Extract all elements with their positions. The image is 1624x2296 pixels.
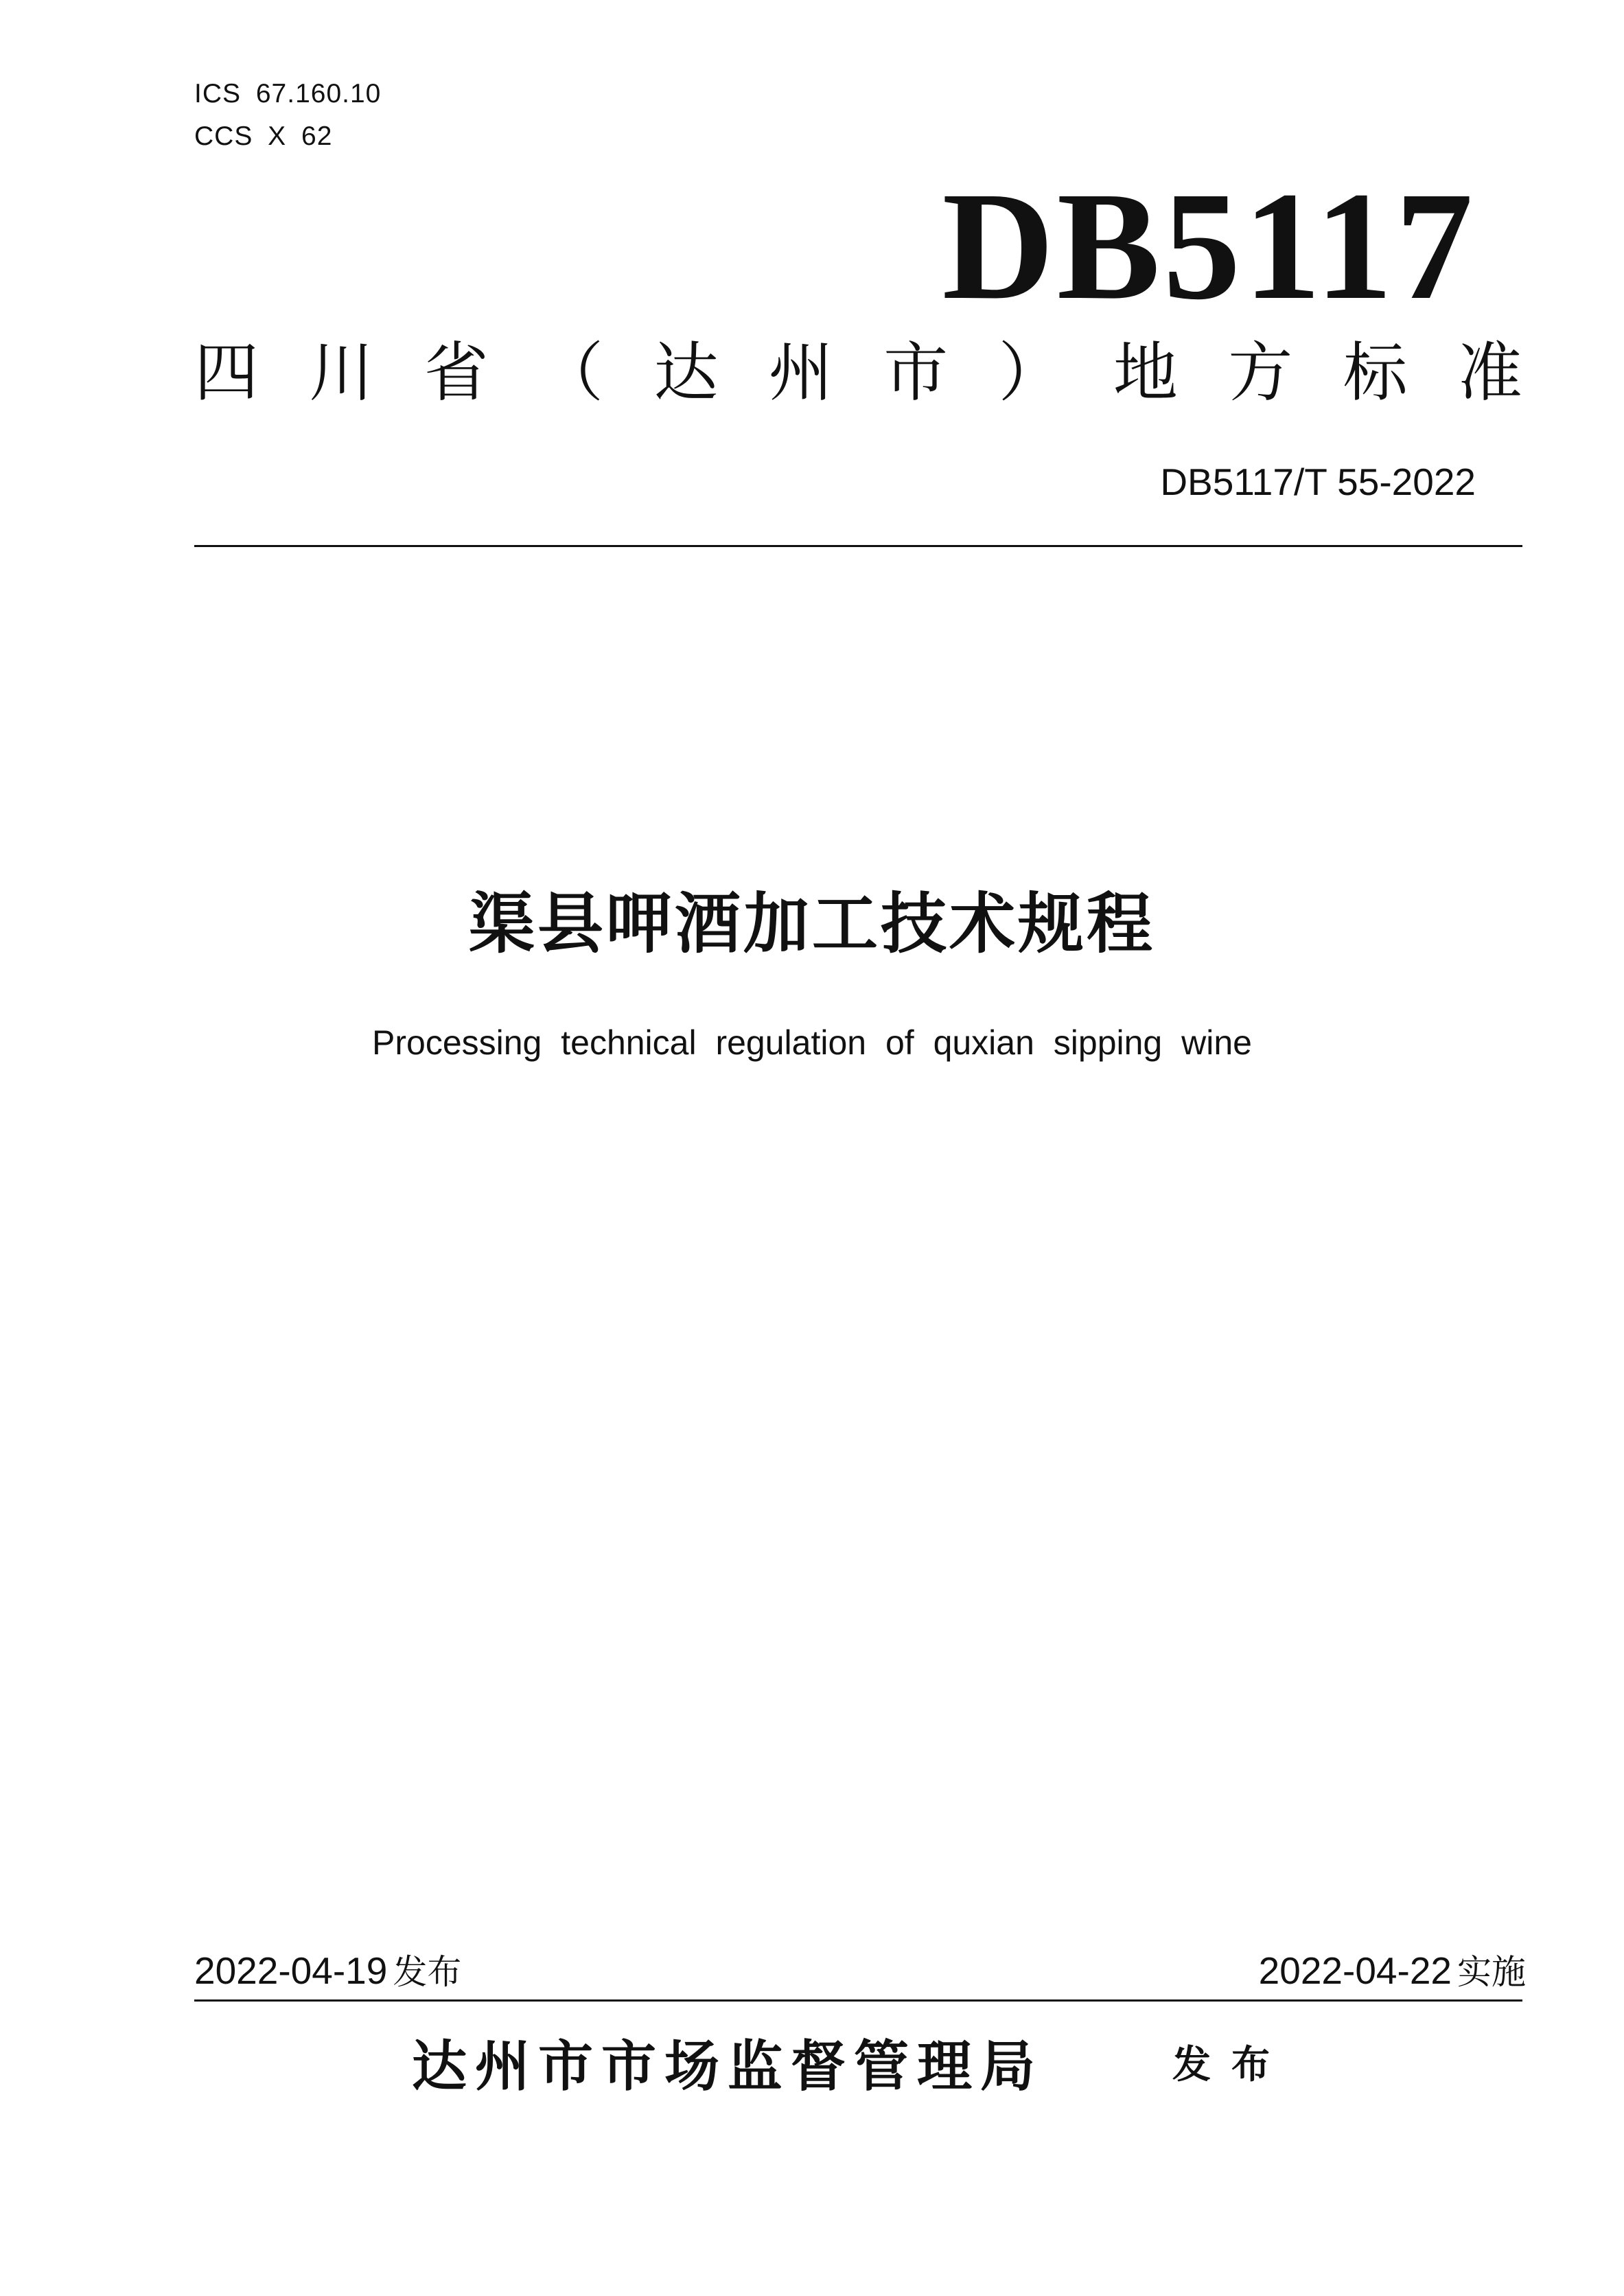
standard-type-char: 标	[1343, 336, 1408, 410]
standard-number: DB5117/T 55-2022	[1160, 461, 1476, 503]
issuing-authority: 达州市市场监督管理局	[412, 2034, 1043, 2098]
standard-type-char: 州	[768, 336, 833, 410]
standard-type-char: 川	[309, 336, 374, 410]
bottom-divider	[194, 1999, 1522, 2002]
issue-date: 2022-04-19	[194, 1949, 388, 1992]
standard-type-char: 市	[883, 336, 949, 410]
standard-type-char: 省	[424, 336, 489, 410]
standard-type-char: 方	[1228, 336, 1293, 410]
standard-code: DB5117	[942, 160, 1476, 332]
top-divider	[194, 545, 1522, 547]
issuing-action: 发布	[1172, 2043, 1290, 2087]
issue-label: 发布	[393, 1952, 462, 1992]
implement-date-line	[1259, 1945, 1526, 1994]
standard-type-char: （	[539, 336, 604, 410]
standard-type-char: 准	[1457, 336, 1522, 410]
implement-date: 2022-04-22	[1258, 1949, 1452, 1992]
standard-type	[194, 338, 1522, 408]
document-title-chinese: 渠县呷酒加工技术规程	[469, 885, 1155, 962]
standard-type-char: 四	[194, 336, 259, 410]
ics-code: ICS 67.160.10	[194, 79, 382, 108]
document-title-english: Processing technical regulation of quxian sipping wine	[372, 1023, 1252, 1062]
issue-date-line	[194, 1945, 461, 1994]
standard-type-char: ）	[998, 336, 1063, 410]
standard-type-char: 达	[653, 336, 719, 410]
standard-type-char: 地	[1113, 336, 1178, 410]
ccs-code: CCS X 62	[194, 121, 333, 151]
implement-label: 实施	[1457, 1952, 1526, 1992]
